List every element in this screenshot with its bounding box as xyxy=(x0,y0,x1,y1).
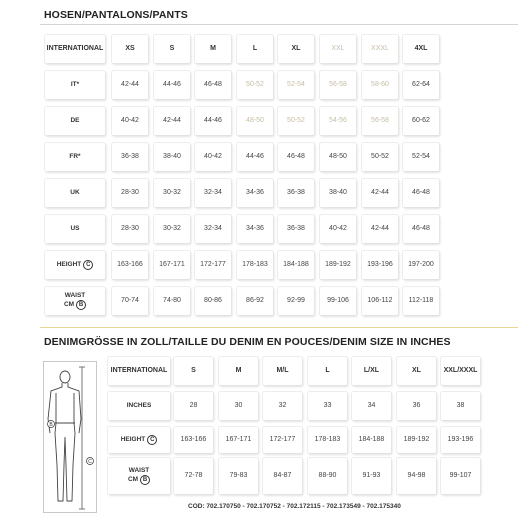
row-label-text: UK xyxy=(70,189,80,196)
table-cell: 52-54 xyxy=(403,143,439,171)
row-marker-icon: B xyxy=(140,475,150,485)
table-cell: 178-183 xyxy=(308,427,347,453)
table-cell: 99-106 xyxy=(320,287,356,315)
header-size-l-xl: L/XL xyxy=(352,357,391,385)
table-cell: 172-177 xyxy=(195,251,231,279)
table-cell: 28-30 xyxy=(112,179,148,207)
table-cell: 172-177 xyxy=(263,427,302,453)
table-cell: 28-30 xyxy=(112,215,148,243)
table-cell: 58-60 xyxy=(362,71,398,99)
table-cell: 32-34 xyxy=(195,179,231,207)
row-label-text: WAIST xyxy=(128,467,150,474)
row-label-text: DE xyxy=(70,117,80,124)
table-cell: 88-90 xyxy=(308,458,347,494)
row-label-waist xyxy=(108,458,170,494)
table-cell: 50-52 xyxy=(278,107,314,135)
row-label-height xyxy=(108,427,170,453)
table-cell: 48-50 xyxy=(237,107,273,135)
table-cell: 46-48 xyxy=(278,143,314,171)
header-size-xxl-xxxl: XXL/XXXL xyxy=(441,357,480,385)
table-cell: 178-183 xyxy=(237,251,273,279)
table-cell: 193-196 xyxy=(362,251,398,279)
table-cell: 44-46 xyxy=(237,143,273,171)
table-cell: 91-93 xyxy=(352,458,391,494)
table-cell: 36 xyxy=(397,392,436,420)
header-size-m: M xyxy=(219,357,258,385)
table-cell: 163-166 xyxy=(174,427,213,453)
table-cell: 167-171 xyxy=(154,251,190,279)
table-cell: 44-46 xyxy=(154,71,190,99)
table-cell: 163-166 xyxy=(112,251,148,279)
table-cell: 193-196 xyxy=(441,427,480,453)
header-size-xxl: XXL xyxy=(320,35,356,63)
table-cell: 38-40 xyxy=(154,143,190,171)
header-size-m-l: M/L xyxy=(263,357,302,385)
table-cell: 80-86 xyxy=(195,287,231,315)
table-cell: 167-171 xyxy=(219,427,258,453)
figure-frame xyxy=(44,362,97,513)
table-cell: 62-64 xyxy=(403,71,439,99)
row-label-inches xyxy=(108,392,170,420)
table-cell: 184-188 xyxy=(352,427,391,453)
table-cell: 56-58 xyxy=(362,107,398,135)
body-measurement-figure xyxy=(43,361,97,513)
table-cell: 42-44 xyxy=(112,71,148,99)
table-cell: 34-36 xyxy=(237,215,273,243)
table-cell: 38 xyxy=(441,392,480,420)
header-size-xl: XL xyxy=(278,35,314,63)
table-cell: 36-38 xyxy=(278,179,314,207)
table-cell: 30-32 xyxy=(154,215,190,243)
table-cell: 30 xyxy=(219,392,258,420)
table-cell: 60-62 xyxy=(403,107,439,135)
table-cell: 44-46 xyxy=(195,107,231,135)
table-cell: 106-112 xyxy=(362,287,398,315)
table-cell: 40-42 xyxy=(112,107,148,135)
row-label-de xyxy=(45,107,105,135)
table-cell: 34 xyxy=(352,392,391,420)
header-size-xxxl: XXXL xyxy=(362,35,398,63)
table-cell: 46-48 xyxy=(195,71,231,99)
row-label-text: US xyxy=(70,225,80,232)
row-label-uk xyxy=(45,179,105,207)
denim-size-title: DENIMGRÖSSE IN ZOLL/TAILLE DU DENIM EN POUCES/DENIM SIZE IN INCHES xyxy=(44,336,451,348)
table-cell: 70-74 xyxy=(112,287,148,315)
row-label-text: IT* xyxy=(70,81,80,88)
table-cell: 42-44 xyxy=(362,179,398,207)
table-cell: 112-118 xyxy=(403,287,439,315)
header-size-xl: XL xyxy=(397,357,436,385)
table-cell: 184-188 xyxy=(278,251,314,279)
header-size-l: L xyxy=(308,357,347,385)
table-cell: 38-40 xyxy=(320,179,356,207)
table-cell: 189-192 xyxy=(397,427,436,453)
table-cell: 36-38 xyxy=(112,143,148,171)
table-cell: 50-52 xyxy=(237,71,273,99)
row-marker-icon: B xyxy=(76,300,86,310)
header-size-4xl: 4XL xyxy=(403,35,439,63)
table-cell: 52-54 xyxy=(278,71,314,99)
title-divider xyxy=(40,24,518,25)
row-label-us xyxy=(45,215,105,243)
table-cell: 42-44 xyxy=(154,107,190,135)
section-divider xyxy=(40,327,518,328)
row-marker-icon: C xyxy=(147,435,157,445)
height-marker-label: C xyxy=(88,459,92,465)
row-label-unit: CM xyxy=(127,476,139,483)
table-cell: 84-87 xyxy=(263,458,302,494)
row-label-waist xyxy=(45,287,105,315)
table-cell: 48-50 xyxy=(320,143,356,171)
table-cell: 189-192 xyxy=(320,251,356,279)
header-size-s: S xyxy=(154,35,190,63)
table-cell: 54-56 xyxy=(320,107,356,135)
human-silhouette xyxy=(48,371,81,501)
pants-size-title: HOSEN/PANTALONS/PANTS xyxy=(44,9,188,21)
table-cell: 32-34 xyxy=(195,215,231,243)
header-size-xs: XS xyxy=(112,35,148,63)
header-size-l: L xyxy=(237,35,273,63)
table-cell: 33 xyxy=(308,392,347,420)
table-cell: 92-99 xyxy=(278,287,314,315)
table-cell: 86-92 xyxy=(237,287,273,315)
row-label-height xyxy=(45,251,105,279)
header-international: INTERNATIONAL xyxy=(108,357,170,385)
row-label-text: HEIGHT xyxy=(120,436,146,443)
table-cell: 30-32 xyxy=(154,179,190,207)
waist-marker-label: B xyxy=(49,422,53,428)
table-cell: 40-42 xyxy=(195,143,231,171)
table-cell: 46-48 xyxy=(403,215,439,243)
table-cell: 42-44 xyxy=(362,215,398,243)
table-cell: 34-36 xyxy=(237,179,273,207)
row-label-unit: CM xyxy=(63,301,75,308)
table-cell: 197-200 xyxy=(403,251,439,279)
header-international: INTERNATIONAL xyxy=(45,35,105,63)
table-cell: 36-38 xyxy=(278,215,314,243)
table-cell: 32 xyxy=(263,392,302,420)
table-cell: 99-107 xyxy=(441,458,480,494)
table-cell: 28 xyxy=(174,392,213,420)
header-size-m: M xyxy=(195,35,231,63)
product-codes: COD: 702.170750 - 702.170752 - 702.172115 - 702.173549 - 702.175340 xyxy=(188,503,401,510)
row-label-fr xyxy=(45,143,105,171)
table-cell: 94-98 xyxy=(397,458,436,494)
table-cell: 40-42 xyxy=(320,215,356,243)
table-cell: 72-78 xyxy=(174,458,213,494)
row-label-text: FR* xyxy=(69,153,81,160)
table-cell: 56-58 xyxy=(320,71,356,99)
table-cell: 50-52 xyxy=(362,143,398,171)
row-label-text: INCHES xyxy=(126,402,152,409)
table-cell: 46-48 xyxy=(403,179,439,207)
row-label-text: HEIGHT xyxy=(56,261,82,268)
table-cell: 74-80 xyxy=(154,287,190,315)
header-size-s: S xyxy=(174,357,213,385)
row-marker-icon: C xyxy=(83,260,93,270)
row-label-text: WAIST xyxy=(64,292,86,299)
table-cell: 79-83 xyxy=(219,458,258,494)
row-label-it xyxy=(45,71,105,99)
